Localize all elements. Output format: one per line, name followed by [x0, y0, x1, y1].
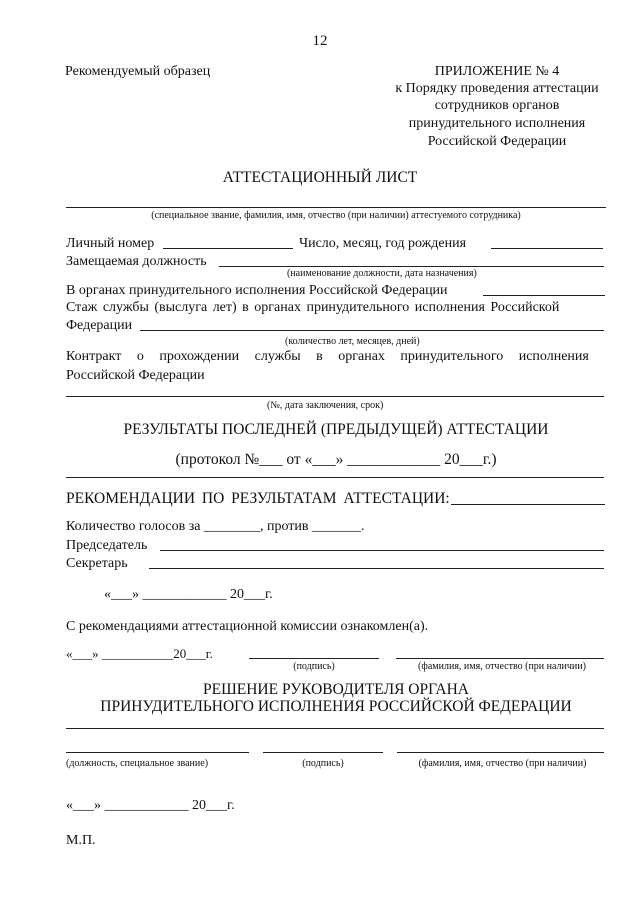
stamp-place: М.П.	[66, 833, 96, 848]
secretary-field[interactable]	[149, 568, 604, 569]
contract-field[interactable]	[66, 396, 604, 397]
appendix-line: принудительного исполнения	[408, 116, 586, 131]
page-number: 12	[312, 33, 328, 49]
service-length-caption: (количество лет, месяцев, дней)	[285, 336, 420, 347]
decision-fio-caption: (фамилия, имя, отчество (при наличии)	[418, 758, 587, 769]
recommendations-field[interactable]	[451, 504, 605, 505]
appendix-line: сотрудников органов	[434, 98, 560, 113]
position-label: Замещаемая должность	[66, 254, 207, 269]
decision-signature-field[interactable]	[263, 752, 383, 753]
recommended-sample-label: Рекомендуемый образец	[65, 64, 211, 79]
signature-caption: (подпись)	[293, 661, 335, 672]
chairman-field[interactable]	[160, 550, 604, 551]
decision-heading-2: ПРИНУДИТЕЛЬНОГО ИСПОЛНЕНИЯ РОССИЙСКОЙ ФЕДЕРАЦИИ	[100, 698, 572, 715]
in-organs-field[interactable]	[483, 295, 605, 296]
protocol-line: (протокол №___ от «___» ____________ 20___г.)	[175, 451, 497, 468]
appendix-line: к Порядку проведения аттестации	[395, 81, 599, 96]
chairman-label: Председатель	[66, 538, 148, 553]
results-heading: РЕЗУЛЬТАТЫ ПОСЛЕДНЕЙ (ПРЕДЫДУЩЕЙ) АТТЕСТАЦИИ	[123, 421, 549, 438]
appendix-line: ПРИЛОЖЕНИЕ № 4	[434, 64, 560, 79]
service-length-field[interactable]	[140, 330, 604, 331]
acquainted-label: С рекомендациями аттестационной комиссии ознакомлен(а).	[66, 619, 429, 634]
position-field[interactable]	[219, 266, 604, 267]
in-organs-label: В органах принудительного исполнения Российской Федерации	[66, 283, 448, 298]
position-caption: (наименование должности, дата назначения)	[287, 268, 477, 279]
employee-caption: (специальное звание, фамилия, имя, отчество (при наличии) аттестуемого сотрудника)	[151, 210, 521, 221]
decision-position-field[interactable]	[66, 752, 249, 753]
document-title: АТТЕСТАЦИОННЫЙ ЛИСТ	[222, 169, 418, 186]
acquainted-signature-field[interactable]	[249, 658, 379, 659]
birth-date-label: Число, месяц, год рождения	[299, 236, 467, 251]
commission-date: «___» ____________ 20___г.	[104, 587, 273, 602]
decision-field[interactable]	[66, 728, 604, 729]
fio-caption: (фамилия, имя, отчество (при наличии)	[418, 661, 586, 672]
votes-line: Количество голосов за ________, против _______.	[66, 519, 365, 534]
contract-label-2: Российской Федерации	[66, 368, 205, 383]
service-length-label-2: Федерации	[66, 318, 133, 333]
decision-heading: РЕШЕНИЕ РУКОВОДИТЕЛЯ ОРГАНА	[203, 681, 469, 698]
personal-number-field[interactable]	[163, 248, 293, 249]
position-rank-caption: (должность, специальное звание)	[66, 758, 209, 769]
contract-caption: (№, дата заключения, срок)	[267, 400, 384, 411]
birth-date-field[interactable]	[491, 248, 603, 249]
contract-label: Контракт о прохождении службы в органах принудительного исполнения	[66, 349, 589, 364]
appendix-line: Российской Федерации	[427, 134, 567, 149]
employee-line[interactable]	[66, 207, 606, 208]
results-field[interactable]	[66, 477, 604, 478]
decision-signature-caption: (подпись)	[302, 758, 344, 769]
service-length-label: Стаж службы (выслуга лет) в органах принудительного исполнения Российской	[66, 300, 560, 315]
recommendations-heading: РЕКОМЕНДАЦИИ ПО РЕЗУЛЬТАТАМ АТТЕСТАЦИИ:	[66, 490, 450, 507]
acquainted-fio-field[interactable]	[396, 658, 604, 659]
secretary-label: Секретарь	[66, 556, 128, 571]
acquainted-date: «___» ___________20___г.	[66, 646, 213, 661]
decision-fio-field[interactable]	[397, 752, 604, 753]
decision-date: «___» ____________ 20___г.	[66, 798, 235, 813]
personal-number-label: Личный номер	[66, 236, 155, 251]
